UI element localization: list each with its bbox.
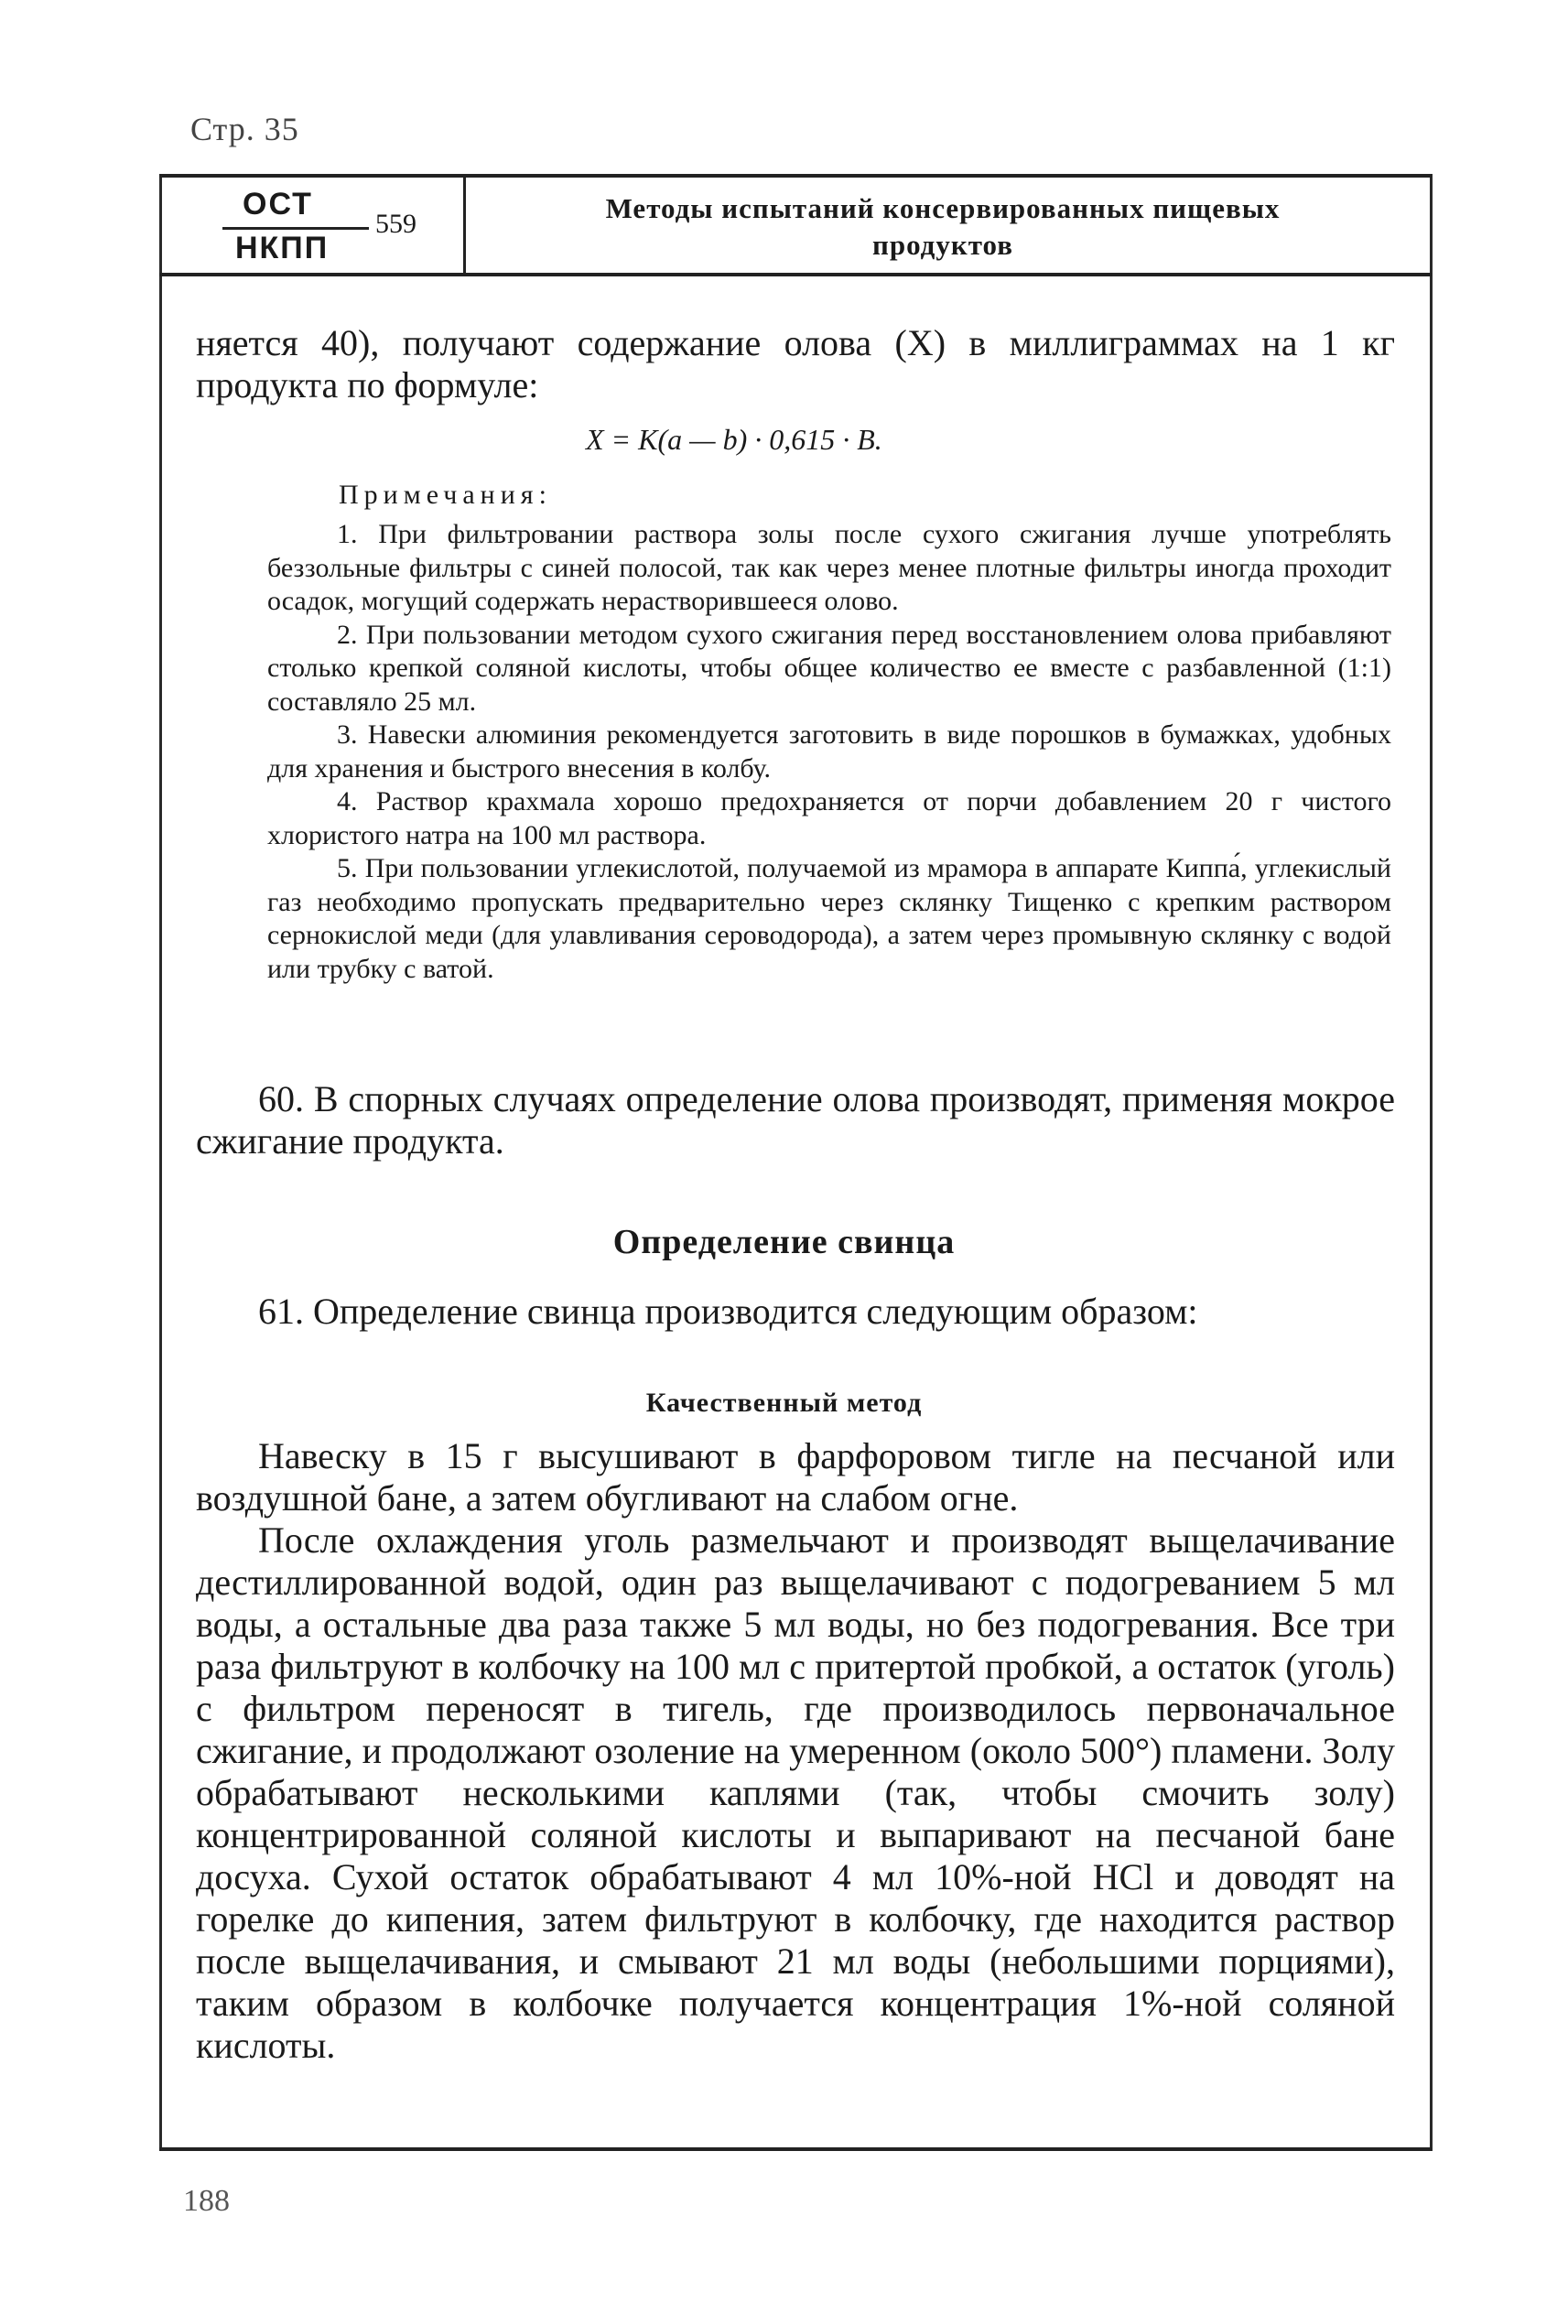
header-divider: [463, 178, 466, 273]
para-61: 61. Определение свинца производится следующим образом:: [258, 1291, 1198, 1332]
method-paragraph-2: После охлаждения уголь размельчают и производят выщелачивание дестиллированной водой, один раз выщелачивают с подогреванием 5 мл воды, а остальные два раза также 5 мл воды, но без подогревания. Все три раза фильтруют в колбочку на 100 мл с притертой пробкой, а остаток (уголь) с фильтром переносят в тигель, где производилось первоначальное сжигание, и продолжают озоление на умеренном (около 500°) пламени. Золу обрабатывают несколькими каплями (так, чтобы смочить золу) концентрированной соляной кислоты и выпаривают на песчаной бане досуха. Сухой остаток обрабатывают 4 мл 10%-ной HCl и доводят на горелке до кипения, затем фильтруют в колбочку, где находится раствор после выщелачивания, и смывают 21 мл воды (небольшими порциями), таким образом в колбочке получается концентрация 1%-ной соляной кислоты.: [196, 1519, 1395, 2066]
header-bottom-rule: [159, 273, 1432, 276]
note-item: 4. Раствор крахмала хорошо предохраняется от порчи добавлением 20 г чистого хлористого натра на 100 мл раствора.: [267, 786, 1391, 850]
page-number: 188: [183, 2184, 230, 2218]
frame-bottom-rule: [159, 2147, 1432, 2151]
intro-paragraph: няется 40), получают содержание олова (X) в миллиграммах на 1 кг продукта по формуле:: [196, 322, 1395, 405]
method-title: Качественный метод: [645, 1388, 923, 1418]
notes-list: [267, 518, 1391, 986]
frame-top-rule: [159, 174, 1432, 178]
note-item: 5. При пользовании углекислотой, получаемой из мрамора в аппарате Киппа́, углекислый газ необходимо пропускать предварительно через склянку Тищенко с крепким раствором сернокислой меди (для улавливания сероводорода), а затем через промывную склянку с водой или трубку с ватой.: [267, 853, 1391, 984]
standard-number: 559: [375, 209, 416, 239]
page-label: Стр. 35: [190, 111, 299, 147]
ost-label: ОСТ: [243, 187, 313, 222]
header-title: Методы испытаний консервированных пищевых продуктов: [605, 192, 1281, 261]
ost-fraction-line: [222, 227, 369, 230]
standard-id: [215, 183, 416, 271]
method-paragraph-1: Навеску в 15 г высушивают в фарфоровом тигле на песчаной или воздушной бане, а затем обугливают на слабом огне.: [196, 1435, 1395, 1519]
formula: X = K(a — b) · 0,615 · B.: [586, 423, 882, 456]
method-block: [196, 1435, 1395, 2067]
section-title: Определение свинца: [612, 1223, 956, 1261]
intro-block: [196, 322, 1395, 406]
note-item: 2. При пользовании методом сухого сжигания перед восстановлением олова прибавляют столько крепкой соляной кислоты, чтобы общее количество ее вместе с разбавленной (1:1) составляло 25 мл.: [267, 619, 1391, 717]
note-item: 1. При фильтровании раствора золы после сухого сжигания лучше употреблять беззольные фильтры с синей полосой, так как через менее плотные фильтры иногда проходит осадок, могущий содержать нерастворившееся олово.: [267, 519, 1391, 616]
note-item: 3. Навески алюминия рекомендуется заготовить в виде порошков в бумажках, удобных для хранения и быстрого внесения в колбу.: [267, 719, 1391, 784]
para-61-block: [196, 1291, 1395, 1333]
nkpp-label: НКПП: [235, 231, 330, 265]
notes-title: Примечания:: [339, 480, 552, 510]
para-60: 60. В спорных случаях определение олова производят, применяя мокрое сжигание продукта.: [196, 1078, 1395, 1162]
para-60-block: [196, 1078, 1395, 1162]
